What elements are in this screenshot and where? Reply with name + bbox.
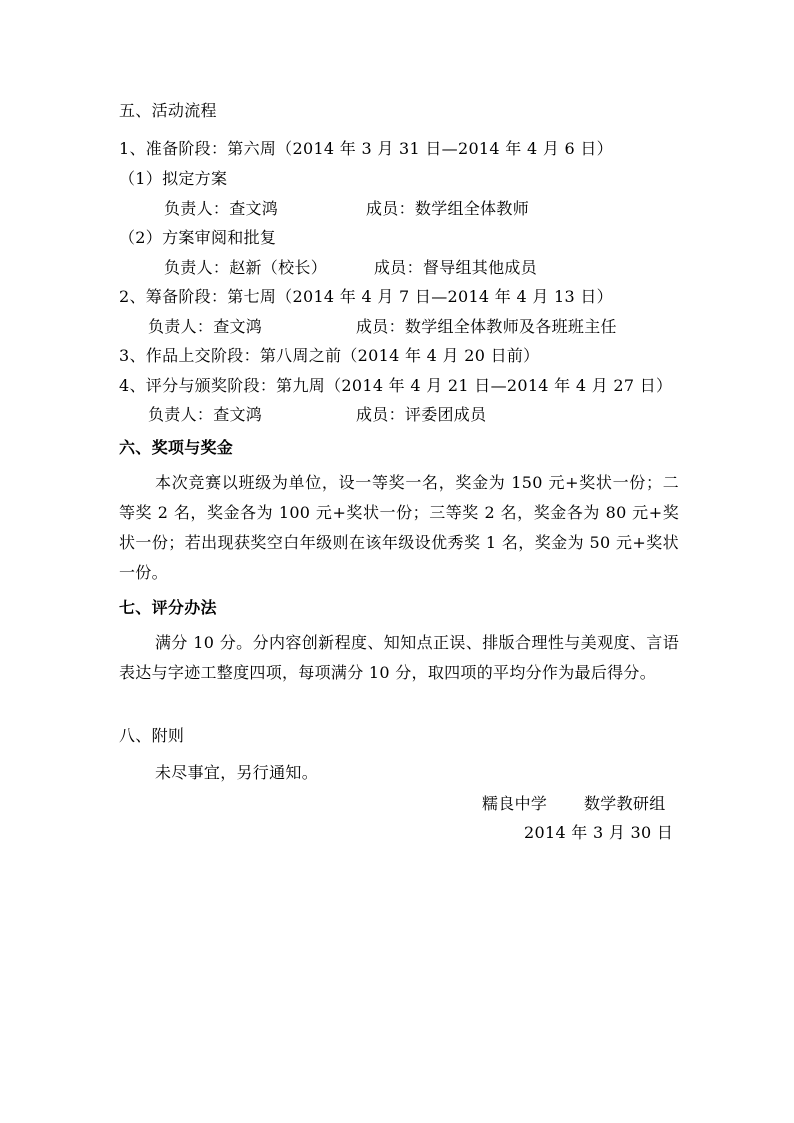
- awards-paragraph: 本次竞赛以班级为单位，设一等奖一名，奖金为 150 元+奖状一份；二等奖 2 名，奖金各为 100 元+奖状一份；三等奖 2 名，奖金各为 80 元+奖状一份；若出现获奖空白年级则在该年级设优秀奖 1 名，奖金为 50 元+奖状一份。: [119, 473, 679, 582]
- draft-plan-members: 成员：数学组全体教师: [366, 199, 530, 218]
- prep-stage-line: 1、准备阶段：第六周（2014 年 3 月 31 日—2014 年 4 月 6 日）: [119, 139, 613, 158]
- award-stage-line: 4、评分与颁奖阶段：第九周（2014 年 4 月 21 日—2014 年 4 月 27 日）: [119, 376, 673, 395]
- submit-stage-line: 3、作品上交阶段：第八周之前（2014 年 4 月 20 日前）: [119, 346, 540, 365]
- closing-note: 未尽事宜，另行通知。: [155, 763, 319, 782]
- signature-date: 2014 年 3 月 30 日: [524, 823, 674, 842]
- plan-review-owner: 负责人：赵新（校长）: [164, 258, 328, 277]
- award-stage-owner: 负责人：查文鸿: [148, 405, 263, 424]
- signature-group: 数学教研组: [584, 794, 666, 813]
- plan-review-members: 成员：督导组其他成员: [374, 258, 538, 277]
- plan-review-item: （2）方案审阅和批复: [119, 228, 277, 247]
- section5-heading: 五、活动流程: [119, 101, 217, 120]
- section6-heading: 六、奖项与奖金: [119, 438, 234, 457]
- signature-org: 糯良中学: [482, 794, 548, 813]
- organize-stage-members: 成员：数学组全体教师及各班班主任: [356, 317, 617, 336]
- organize-stage-line: 2、筹备阶段：第七周（2014 年 4 月 7 日—2014 年 4 月 13 日）: [119, 287, 613, 306]
- scoring-paragraph: 满分 10 分。分内容创新程度、知知点正误、排版合理性与美观度、言语表达与字迹工整度四项，每项满分 10 分，取四项的平均分作为最后得分。: [119, 633, 679, 682]
- organize-stage-owner: 负责人：查文鸿: [148, 317, 263, 336]
- section8-heading: 八、附则: [119, 726, 185, 745]
- draft-plan-owner: 负责人：查文鸿: [164, 199, 279, 218]
- award-stage-members: 成员：评委团成员: [356, 405, 487, 424]
- section7-heading: 七、评分办法: [119, 598, 217, 617]
- draft-plan-item: （1）拟定方案: [119, 169, 228, 188]
